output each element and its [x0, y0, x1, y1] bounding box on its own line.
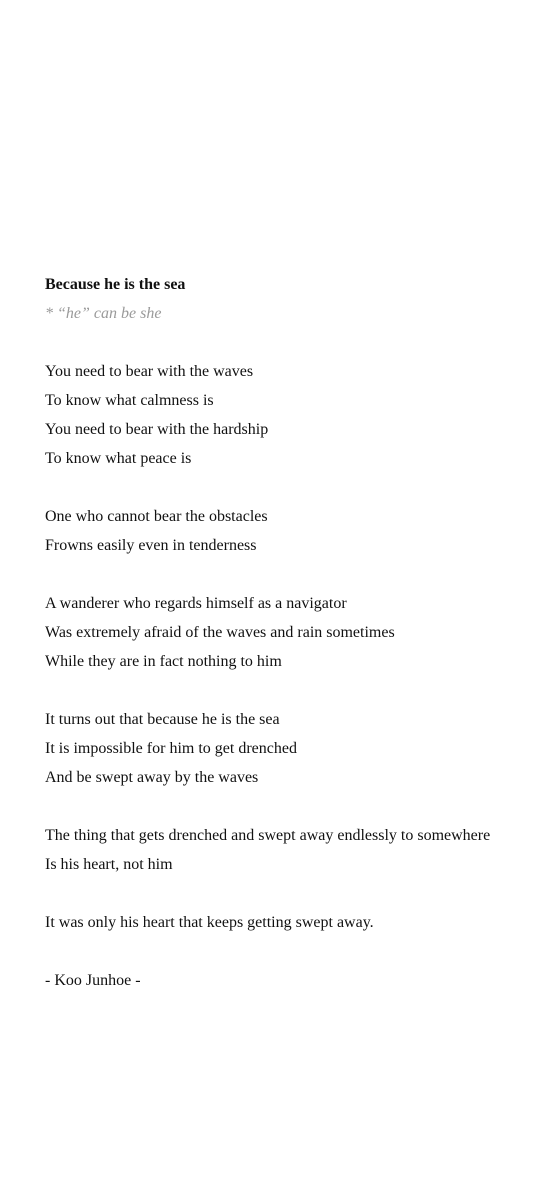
poem-line: You need to bear with the waves: [45, 363, 254, 380]
stanza-6: [45, 908, 545, 937]
poem-line: It turns out that because he is the sea: [45, 711, 280, 728]
poem-line: It was only his heart that keeps getting swept away.: [45, 914, 374, 931]
stanza-4: [45, 705, 545, 792]
stanza-1: [45, 357, 545, 473]
poem-line: Was extremely afraid of the waves and rain sometimes: [45, 624, 395, 641]
poem-subtitle: * “he” can be she: [45, 305, 162, 322]
poem-line: One who cannot bear the obstacles: [45, 508, 268, 525]
poem-line: A wanderer who regards himself as a navigator: [45, 595, 347, 612]
poem-line: Is his heart, not him: [45, 856, 173, 873]
stanza-5: [45, 821, 545, 879]
poem-line: Frowns easily even in tenderness: [45, 537, 257, 554]
poem-line: And be swept away by the waves: [45, 769, 259, 786]
poem-line: You need to bear with the hardship: [45, 421, 269, 438]
poem-line: To know what peace is: [45, 450, 192, 467]
poem-line: To know what calmness is: [45, 392, 214, 409]
poem-line: The thing that gets drenched and swept away endlessly to somewhere: [45, 827, 491, 844]
stanza-2: [45, 502, 545, 560]
stanza-3: [45, 589, 545, 676]
poem-line: While they are in fact nothing to him: [45, 653, 282, 670]
poem-title: Because he is the sea: [45, 276, 186, 293]
poem-line: It is impossible for him to get drenched: [45, 740, 297, 757]
author-signature: - Koo Junhoe -: [45, 972, 141, 989]
poem: [45, 270, 545, 995]
